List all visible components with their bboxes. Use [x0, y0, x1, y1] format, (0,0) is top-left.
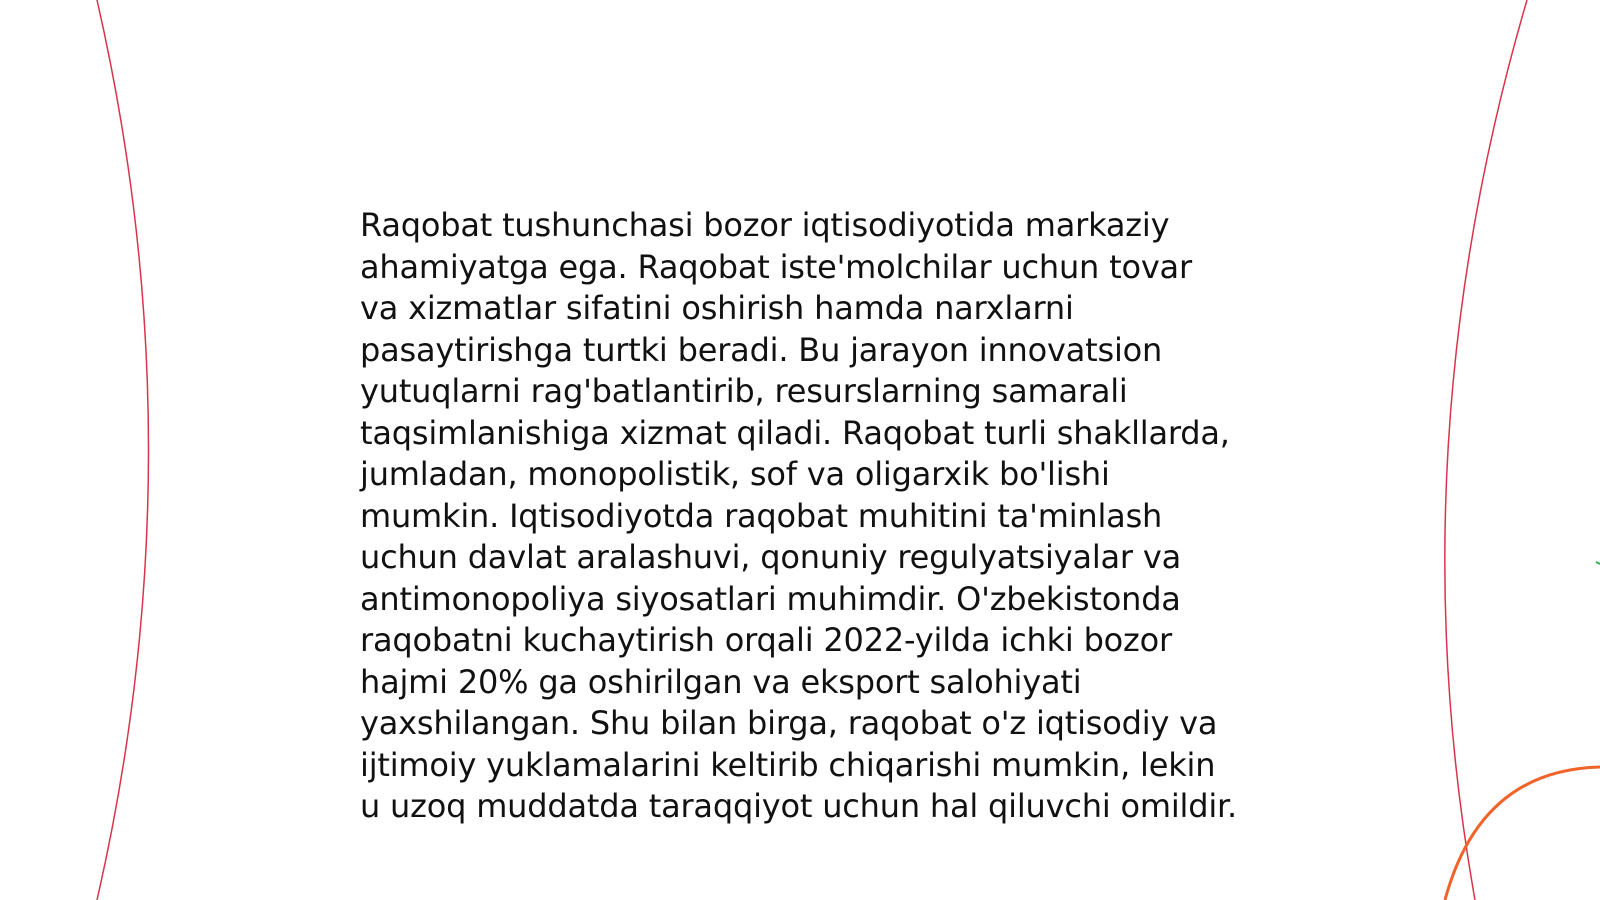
orange-accent-arc: [1445, 767, 1600, 900]
left-curve-line: [97, 0, 149, 900]
green-accent-mark: [1596, 562, 1600, 564]
body-paragraph: Raqobat tushunchasi bozor iqtisodiyotida markaziy ahamiyatga ega. Raqobat iste'molchilar uchun tovar va xizmatlar sifatini oshirish hamda narxlarni pasaytirishga turtki beradi. Bu jarayon innovatsion yutuqlarni rag'batlantirib, resurslarning samarali taqsimlanishiga xizmat qiladi. Raqobat turli shakllarda, jumladan, monopolistik, sof va oligarxik bo'lishi mumkin. Iqtisodiyotda raqobat muhitini ta'minlash uchun davlat aralashuvi, qonuniy regulyatsiyalar va antimonopoliya siyosatlari muhimdir. O'zbekistonda raqobatni kuchaytirish orqali 2022-yilda ichki bozor hajmi 20% ga oshirilgan va eksport salohiyati yaxshilangan. Shu bilan birga, raqobat o'z iqtisodiy va ijtimoiy yuklamalarini keltirib chiqarishi mumkin, lekin u uzoq muddatda taraqqiyot uchun hal qiluvchi omildir.: [360, 206, 1238, 825]
right-curve-line: [1445, 0, 1527, 900]
